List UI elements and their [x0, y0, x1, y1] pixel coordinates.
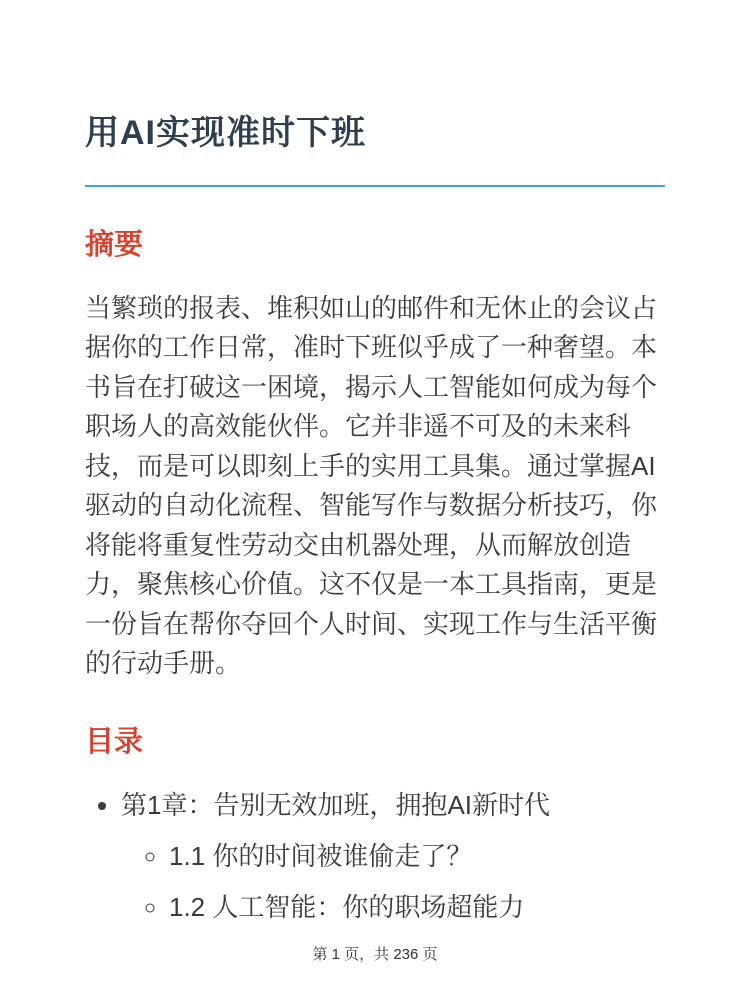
- toc-chapter-label: 第1章：告别无效加班，拥抱AI新时代: [121, 790, 551, 821]
- page-footer: 第 1 页，共 236 页: [312, 946, 438, 963]
- title-divider: [85, 185, 665, 187]
- abstract-heading: 摘要: [85, 228, 144, 261]
- toc-list: [85, 788, 665, 925]
- toc-heading: 目录: [85, 725, 144, 758]
- page-title: 用AI实现准时下班: [85, 114, 366, 152]
- toc-chapter-item: [121, 788, 665, 925]
- toc-subitem: ◦ 1.1 你的时间被谁偷走了？: [169, 839, 665, 874]
- abstract-body: 当繁琐的报表、堆积如山的邮件和无休止的会议占据你的工作日常，准时下班似乎成了一种奢望。本书旨在打破这一困境，揭示人工智能如何成为每个职场人的高效能伙伴。它并非遥不可及的未来科技，而是可以即刻上手的实用工具集。通过掌握AI驱动的自动化流程、智能写作与数据分析技巧，你将能将重复性劳动交由机器处理，从而解放创造力，聚焦核心价值。这不仅是一本工具指南，更是一份旨在帮你夺回个人时间、实现工作与生活平衡的行动手册。: [85, 292, 658, 679]
- toc-sublist: [121, 839, 665, 925]
- toc-subitem: ◦ 1.2 人工智能：你的职场超能力: [169, 890, 665, 925]
